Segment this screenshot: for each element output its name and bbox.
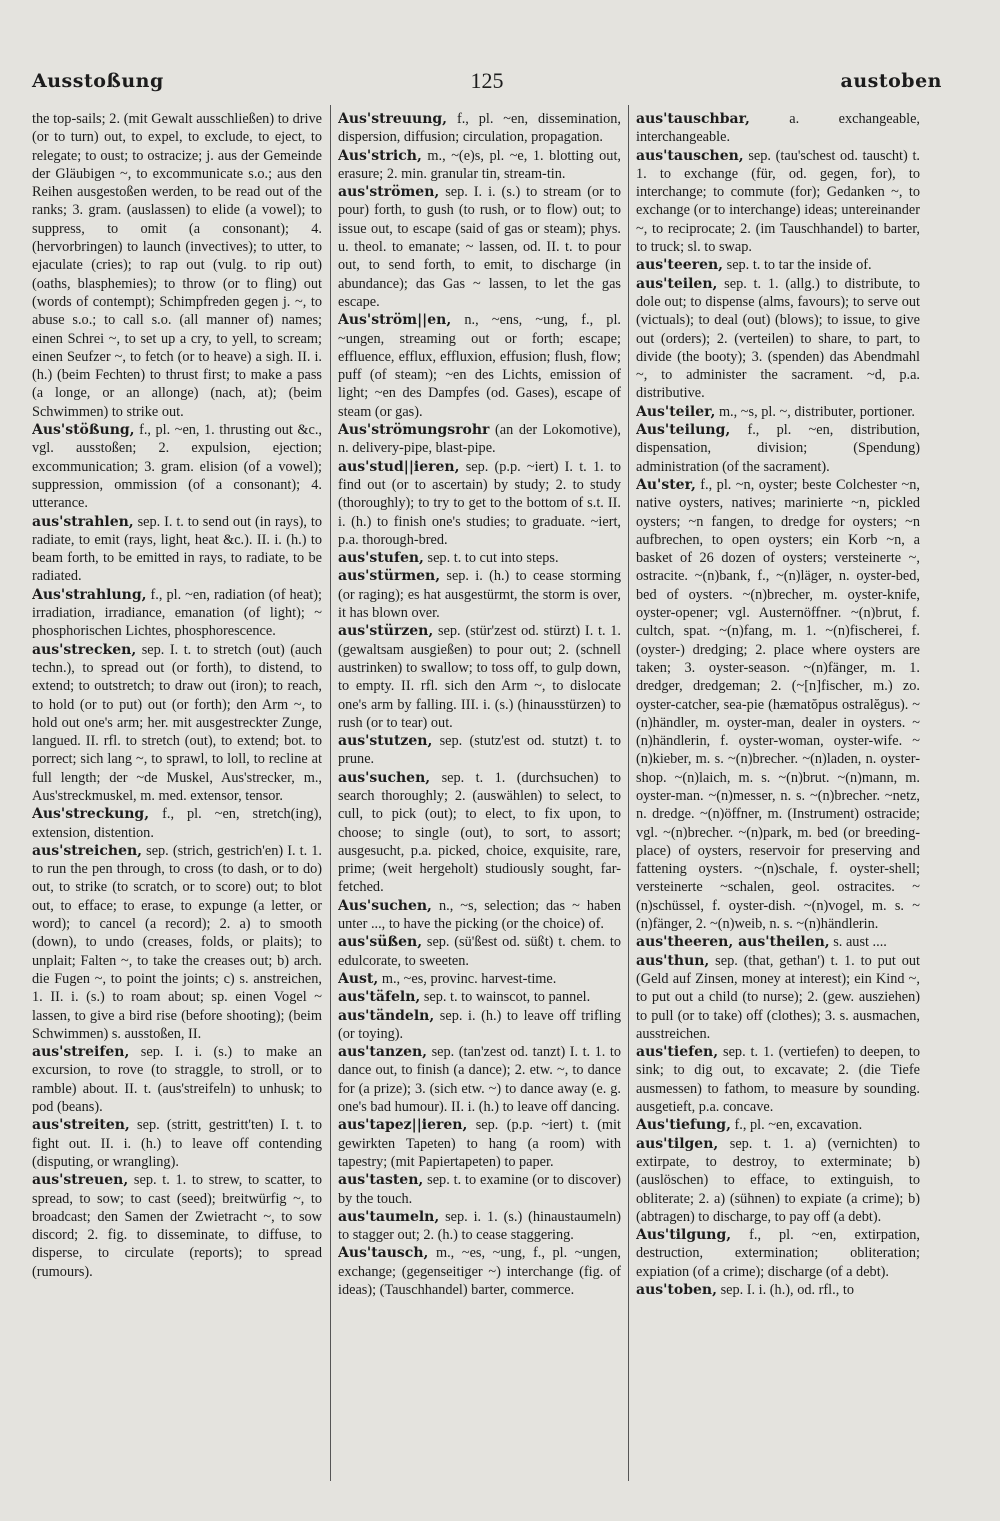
entry-body: f., pl. ~en, 1. thrusting out &c., vgl. ausstoßen; 2. expulsion, ejection; excommunication; 3. gram. elision (of a vowel); suppression, ommission (of a consonant); 4. utterance. [32, 422, 322, 512]
dictionary-entry [636, 476, 920, 933]
dictionary-entry [338, 549, 621, 567]
entry-headword: aus'strecken, [32, 641, 137, 658]
entry-headword: aus'taumeln, [338, 1208, 440, 1225]
entry-body: m., ~s, pl. ~, distributer, portioner. [718, 403, 915, 420]
entry-headword: Aus'tausch, [338, 1245, 429, 1262]
entry-body: sep. i. (h.) to cease storming (or raging); es hat ausgestürmt, the storm is over, it has blown over. [338, 568, 621, 622]
entry-headword: Aus'stößung, [32, 422, 135, 439]
entry-headword: aus'strömen, [338, 184, 440, 201]
dictionary-entry [338, 183, 621, 311]
entry-headword: aus'tiefen, [636, 1044, 719, 1061]
dictionary-entry [32, 513, 322, 586]
entry-headword: Aus'strich, [338, 147, 422, 164]
dictionary-entry [338, 622, 621, 732]
entry-body: f., pl. ~en, stretch(ing), extension, distention. [32, 806, 322, 841]
dictionary-entry [338, 147, 621, 184]
header-right-guideword: austoben [840, 70, 942, 92]
entry-body: sep. (stritt, gestritt'ten) I. t. to fight out. II. i. (h.) to leave off contending (disputing, or wrangling). [32, 1117, 322, 1170]
entry-body: sep. (p.p. ~iert) I. t. 1. to find out (or to ascertain) by study; 2. to study (thoroughly); to try to get to the bottom of s.t. II. i. (h.) to finish one's studies; to graduate. ~iert, p.a. thorough-bred. [338, 458, 621, 548]
entry-headword: aus'tanzen, [338, 1044, 428, 1061]
entry-body: m., ~es, ~ung, f., pl. ~ungen, exchange; (gegenseitiger ~) interchange (fig. of ideas); (Tauschhandel) barter, commerce. [338, 1245, 621, 1298]
column-3 [636, 110, 920, 1481]
entry-headword: aus'tilgen, [636, 1135, 719, 1152]
dictionary-entry [636, 421, 920, 476]
entry-headword: aus'tasten, [338, 1172, 424, 1189]
entry-headword: Aus'streckung, [32, 806, 150, 823]
entry-headword: aus'täfeln, [338, 989, 421, 1006]
dictionary-entry [636, 256, 920, 274]
column-divider [330, 105, 331, 1481]
entry-headword: Aus'tiefung, [636, 1117, 731, 1134]
entry-body: sep. t. 1. (allg.) to distribute, to dole out; to dispense (alms, favours); to serve out (victuals); to deal (out) (blows); to issue, to give out (orders); 2. (verteilen) to share, to part, to divide (the booty); 3. (spenden) das Abendmahl ~, to administer the sacrament. ~d, p.a. distributive. [636, 275, 920, 402]
entry-body: n., ~ens, ~ung, f., pl. ~ungen, streaming out or forth; escape; effluence, efflux, effluxion, effusion; flush, flow; puff (of steam); ~en des Lichts, emission of light; ~en des Dampfes (od. Gases), escape of steam (or gas). [338, 312, 621, 420]
entry-headword: aus'strahlen, [32, 513, 134, 530]
dictionary-entry [338, 1116, 621, 1171]
entry-headword: Aus'tilgung, [636, 1227, 732, 1244]
dictionary-entry [338, 1007, 621, 1044]
dictionary-entry [32, 842, 322, 1043]
entry-body: f., pl. ~en, radiation (of heat); irradiation, irradiance, emanation (of light); ~ phosphorischen Lichtes, phosphorescence. [32, 586, 322, 640]
entry-body: sep. I. t. to send out (in rays), to radiate, to emit (rays, light, heat &c.). II. i. (h.) to beam forth, to be emitted in rays, to radiate, to be radiated. [32, 513, 322, 585]
entry-headword: aus'thun, [636, 952, 710, 969]
entry-body: sep. (tan'zest od. tanzt) I. t. 1. to dance out, to finish (a dance); 2. etw. ~, to dance for (a prize); 3. (sich etw. ~) to dance away (e. g. one's bad humour). II. i. (h.) to leave off dancing. [338, 1044, 621, 1116]
entry-body: sep. (strich, gestrich'en) I. t. 1. to run the pen through, to cross (to dash, or to do) out, to strike (to scratch, or to score) out; to blot out, to efface; to erase, to expunge (a letter, or word); to cancel (a record); 2. a) to smooth (down), to undo (creases, folds, or plaits); to unplait; Falten ~, to take the creases out; b) arch. die Fugen ~, to point the joints; c) s. anstreichen, 1. II. i. (s.) to roam about; sp. einen Vogel ~ lassen, to give a bird rise (before shooting); (beim Schwimmen) s. ausstoßen, II. [32, 842, 322, 1042]
entry-headword: Aus'suchen, [338, 897, 432, 914]
page-number: 125 [470, 68, 504, 93]
dictionary-entry [338, 769, 621, 897]
dictionary-entry [32, 805, 322, 842]
dictionary-entry [636, 403, 920, 421]
dictionary-entry [636, 147, 920, 257]
entry-body: sep. (p.p. ~iert) t. (mit gewirkten Tapeten) to hang (a room) with tapestry; (mit Papiertapeten) to paper. [338, 1117, 621, 1170]
dictionary-entry [338, 988, 621, 1006]
entry-headword: Aust, [338, 970, 379, 987]
entry-headword: aus'tändeln, [338, 1007, 435, 1024]
dictionary-entry [636, 1135, 920, 1226]
dictionary-entry [636, 1043, 920, 1116]
dictionary-entry [636, 1281, 920, 1299]
entry-body: sep. t. to wainscot, to pannel. [423, 989, 591, 1006]
entry-headword: aus'stutzen, [338, 733, 433, 750]
entry-body: sep. I. i. (s.) to stream (or to pour) forth, to gush (to rush, or to flow) out; to issue out, to escape (said of gas or steam); phys. u. theol. to emanate; ~ lassen, od. II. t. to pour out, to send forth, to emit, to discharge (in abundance); das Gas ~ lassen, to let the gas escape. [338, 184, 621, 310]
dictionary-entry [32, 110, 322, 421]
entry-body: sep. t. to cut into steps. [427, 550, 559, 567]
entry-body: sep. I. t. to stretch (out) (auch techn.), to spread out (or forth), to distend, to extend; to outstretch; to draw out (iron); to reach, to hold (or to put) out (or forth); den Arm ~, to hold out one's arm; her. mit ausgestreckter Zunge, langued. II. rfl. to stretch (out), to extend; bot. to porrect; sich lang ~, to sprawl, to loll, to recline at full length; der ~de Muskel, Aus'strecker, m., Aus'streckmuskel, m. med. extensor, tensor. [32, 641, 322, 804]
dictionary-entry [338, 897, 621, 934]
entry-body: sep. i. 1. (s.) (hinaustaumeln) to stagger out; 2. (h.) to cease staggering. [338, 1208, 621, 1244]
entry-body: f., pl. ~en, dissemination, dispersion, diffusion; circulation, propagation. [338, 111, 621, 146]
entry-headword: aus'süßen, [338, 934, 423, 951]
entry-headword: aus'streichen, [32, 842, 143, 859]
entry-body: n., ~s, selection; das ~ haben unter ..., to have the picking (or the choice) of. [338, 897, 621, 933]
dictionary-entry [636, 1226, 920, 1281]
entry-body: sep. t. to examine (or to discover) by the touch. [338, 1172, 621, 1207]
dictionary-entry [32, 1171, 322, 1281]
dictionary-entry [338, 110, 621, 147]
dictionary-entry [338, 458, 621, 549]
column-2 [338, 110, 621, 1481]
dictionary-entry [338, 732, 621, 769]
entry-body: f., pl. ~n, oyster; beste Colchester ~n, native oysters, natives; marinierte ~n, pickled oysters; ~n fangen, to dredge for oysters; ~n aufbrechen, to open oysters; ein Korb ~n, a basket of 26 dozen of oysters; versteinerte ~, ostracite. ~(n)bank, f., ~(n)läger, n. oyster-bed, bed of oysters. ~(n)brecher, m. oyster-knife, oyster-opener; vgl. Austernöffner. ~(n)brut, f. cultch, spat. ~(n)fang, m. 1. ~(n)fischerei, f. (oyster-) dredging; 2. place where oysters are taken; 3. oyster-season. ~(n)fänger, m. 1. dredger, dredgeman; 2. (~[n]fischer, m.) zo. oyster-catcher, sea-pie (hæmatŏpus ostralĕgus). ~(n)händler, m. oyster-man, dealer in oysters. ~(n)händlerin, f. oyster-woman, oyster-wife. ~(n)kieber, m. s. ~(n)brecher. ~(n)laden, n. oyster-shop. ~(n)laich, m. s. ~(n)brut. ~(n)mann, m. oyster-man. ~(n)messer, n. s. ~(n)brecher. ~netz, n. dredge. ~(n)öffner, m. (Instrument) ostracide; vgl. ~(n)brecher. ~(n)park, m. bed (or breeding-place) of oysters, reservoir for preserving and fattening oysters. ~(n)schale, f. oyster-shell; versteinerte ~schalen, geol. ostracites. ~(n)schüssel, f. oyster-dish. ~(n)vogel, m. s. ~(n)fänger, 2. ~(n)weib, n. s. ~(n)händlerin. [636, 476, 920, 933]
page-header [32, 66, 942, 100]
entry-headword: aus'tauschen, [636, 147, 744, 164]
entry-headword: aus'stürzen, [338, 623, 434, 640]
entry-body: sep. (that, gethan') t. 1. to put out (Geld auf Zinsen, money at interest); ein Kind ~, to put out a child (to nurse); 2. (gew. ausziehen) to pull (or to take) off (clothes); 3. s. ausmachen, ausstreichen. [636, 952, 920, 1042]
entry-body: m., ~es, provinc. harvest-time. [381, 970, 557, 987]
entry-headword: aus'teeren, [636, 257, 724, 274]
entry-headword: Aus'teiler, [636, 403, 716, 420]
entry-headword: aus'theeren, aus'theilen, [636, 934, 830, 951]
entry-body: the top-sails; 2. (mit Gewalt ausschließen) to drive (or to turn) out, to expel, to exclude, to eject, to relegate; to oust; to ostracize; j. aus der Gemeinde der Gläubigen ~, to excommunicate s.o.; aus den Reihen ausgestoßen werden, to be read out of the ranks; 3. gram. (auslassen) to elide (a vowel); to suppress, to omit (a consonant); 4. (hervorbringen) to launch (invectives); to utter, to ejaculate (cries); to rap out (vulg. to rip out) (oaths, blasphemies); to throw (or to fling) out (words of contempt); Schimpfreden gegen j. ~, to abuse s.o.; to call s.o. (all manner of) names; einen Schrei ~, to set up a cry, to yell, to scream; einen Seufzer ~, to fetch (or to heave) a sigh. II. i. (h.) (beim Fechten) to thrust first; to make a pass (a longe, or an allonge) (nach, at); (beim Schwimmen) to strike out. [32, 111, 322, 420]
entry-body: sep. (stür'zest od. stürzt) I. t. 1. (gewaltsam ausgießen) to pour out; 2. (schnell austrinken) to swallow; to toss off, to gulp down, to empty. II. rfl. sich den Arm ~, to dislocate one's arm by falling. III. i. (s.) (hinausstürzen) to rush (or to tear) out. [338, 623, 621, 731]
entry-headword: Aus'strömungsrohr [338, 422, 490, 439]
entry-headword: aus'suchen, [338, 769, 431, 786]
dictionary-entry [338, 1171, 621, 1208]
entry-headword: aus'stufen, [338, 550, 424, 567]
dictionary-entry [32, 641, 322, 806]
entry-body: sep. (sü'ßest od. süßt) t. chem. to edulcorate, to sweeten. [338, 934, 621, 969]
dictionary-entry [338, 567, 621, 622]
entry-body: sep. t. to tar the inside of. [726, 257, 872, 274]
entry-body: sep. I. i. (h.), od. rfl., to [720, 1282, 854, 1298]
dictionary-entry [32, 586, 322, 641]
entry-headword: Aus'teilung, [636, 422, 731, 439]
entry-body: sep. i. (h.) to leave off trifling (or toying). [338, 1007, 621, 1042]
entry-headword: aus'tapez||ieren, [338, 1117, 468, 1134]
dictionary-entry [338, 933, 621, 970]
column-1 [32, 110, 322, 1481]
entry-headword: Aus'strahlung, [32, 586, 147, 603]
entry-headword: aus'stürmen, [338, 568, 441, 585]
entry-body: f., pl. ~en, extirpation, destruction, extermination; obliteration; expiation (of a crime); discharge (of a debt). [636, 1227, 920, 1280]
dictionary-entry [636, 952, 920, 1043]
dictionary-entry [636, 933, 920, 951]
entry-headword: Aus'ström||en, [338, 312, 452, 329]
entry-headword: Au'ster, [636, 476, 696, 493]
entry-body: sep. t. 1. a) (vernichten) to extirpate, to destroy, to exterminate; b) (auslöschen) to efface, to extinguish, to obliterate; 2. a) (sühnen) to expiate (a crime); b) (abtragen) to discharge, to pay off (a debt). [636, 1135, 920, 1225]
dictionary-entry [338, 1208, 621, 1245]
dictionary-entry [32, 1043, 322, 1116]
entry-body: sep. t. 1. (vertiefen) to deepen, to sink; to dig out, to excavate; 2. (die Tiefe ausmessen) to fathom, to measure by sounding. ausgetieft, p.a. concave. [636, 1044, 920, 1116]
entry-headword: aus'stud||ieren, [338, 458, 460, 475]
dictionary-entry [636, 1116, 920, 1134]
entry-body: m., ~(e)s, pl. ~e, 1. blotting out, erasure; 2. min. granular tin, stream-tin. [338, 147, 621, 182]
entry-headword: aus'teilen, [636, 275, 718, 292]
entry-body: a. exchangeable, interchangeable. [636, 111, 920, 146]
entry-headword: aus'toben, [636, 1282, 717, 1298]
entry-body: sep. (stutz'est od. stutzt) t. to prune. [338, 733, 621, 768]
column-divider [628, 105, 629, 1481]
entry-body: f., pl. ~en, excavation. [734, 1117, 863, 1134]
entry-body: f., pl. ~en, distribution, dispensation, division; (Spendung) administration (of the sacrament). [636, 422, 920, 475]
entry-headword: aus'streifen, [32, 1044, 130, 1061]
dictionary-entry [636, 110, 920, 147]
entry-body: sep. t. 1. (durchsuchen) to search thoroughly; 2. (auswählen) to select, to cull, to pick (out); to elect, to fix upon, to choose; to single (out), to sort, to assort; ausgesucht, p.a. picked, choice, exquisite, rare, prime; (weit hergeholt) studiously sought, far-fetched. [338, 769, 621, 896]
entry-body: sep. t. 1. to strew, to scatter, to spread, to sow; to cast (seed); breitwürfig ~, to broadcast; den Samen der Zwietracht ~, to sow discord; 2. fig. to disseminate, to diffuse, to disperse, to circulate (reports); to spread (rumours). [32, 1172, 322, 1280]
entry-headword: aus'streiten, [32, 1117, 130, 1134]
dictionary-entry [338, 1244, 621, 1299]
entry-body: (an der Lokomotive), n. delivery-pipe, blast-pipe. [338, 422, 621, 457]
entry-headword: Aus'streuung, [338, 111, 448, 127]
dictionary-entry [636, 275, 920, 403]
dictionary-entry [32, 1116, 322, 1171]
entry-body: s. aust .... [833, 934, 887, 951]
entry-headword: aus'tauschbar, [636, 111, 750, 127]
dictionary-entry [338, 1043, 621, 1116]
entry-body: sep. (tau'schest od. tauscht) t. 1. to exchange (für, od. gegen, for), to interchange; to commute (for); Gedanken ~, to exchange (or to interchange) ideas; untereinander ~, to reciprocate; 2. (im Tauschhandel) to barter, to truck; sl. to swap. [636, 147, 920, 256]
dictionary-entry [32, 421, 322, 512]
header-left-guideword: Ausstoßung [32, 70, 164, 92]
entry-body: sep. I. i. (s.) to make an excursion, to rove (to straggle, to stroll, or to ramble) about. II. t. (aus'streifeln) to unhusk; to pod (beans). [32, 1044, 322, 1116]
dictionary-entry [338, 970, 621, 988]
dictionary-entry [338, 421, 621, 458]
entry-headword: aus'streuen, [32, 1172, 129, 1189]
dictionary-entry [338, 311, 621, 421]
